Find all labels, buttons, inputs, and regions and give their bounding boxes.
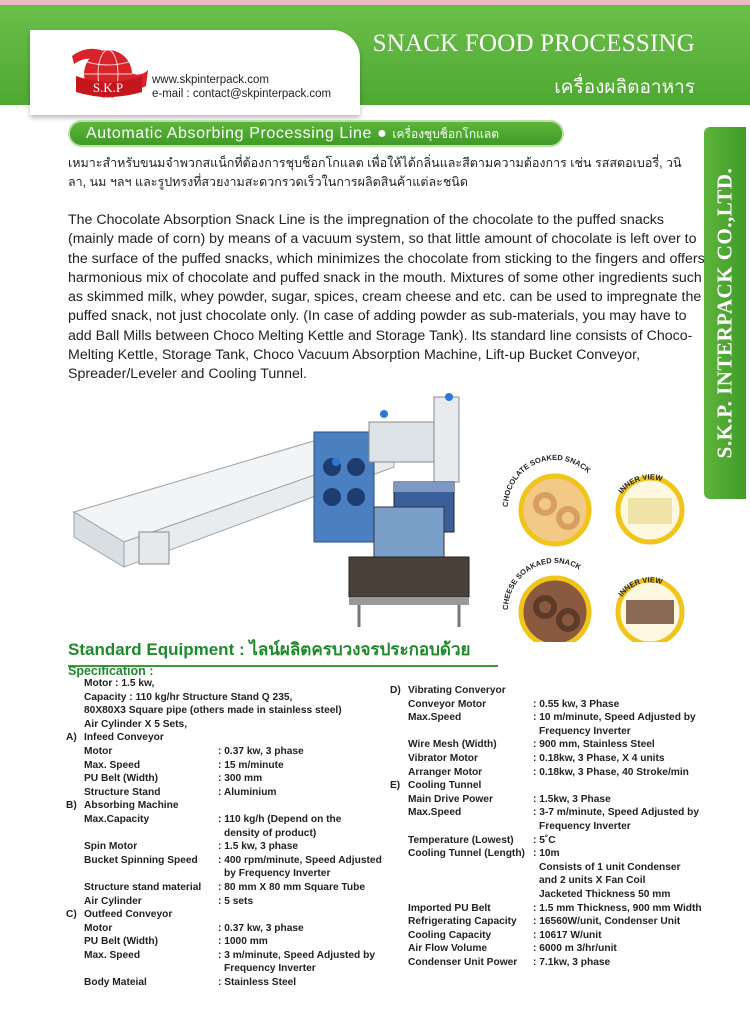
spec-value: : 0.37 kw, 3 phase	[218, 745, 304, 757]
spec-row	[390, 698, 720, 712]
spec-value: : 300 mm	[218, 773, 263, 785]
spec-letter	[66, 759, 84, 773]
spec-value: and 2 units X Fan Coil	[539, 875, 646, 887]
spec-letter	[66, 895, 84, 909]
company-side-tab	[704, 127, 746, 499]
spec-value: : Aluminium	[218, 786, 277, 798]
spec-row	[66, 854, 396, 881]
spec-values	[218, 949, 396, 976]
spec-row	[390, 956, 720, 970]
spec-label: Cooling Capacity	[408, 929, 492, 941]
spec-label: Motor	[84, 922, 113, 934]
spec-label: Max.Speed	[408, 807, 462, 819]
standard-equipment-heading: Standard Equipment : ไลน์ผลิตครบวงจรประกอบด้วย	[68, 636, 498, 667]
spec-values	[218, 895, 396, 909]
spec-letter	[390, 902, 408, 916]
logo-text: S.K.P	[92, 80, 124, 95]
spec-label: Structure Stand	[84, 786, 161, 798]
email-link[interactable]: e-mail : contact@skpinterpack.com	[152, 88, 332, 100]
spec-value: : 1.5kw, 3 Phase	[533, 793, 611, 805]
spec-value: Jacketed Thickness 50 mm	[539, 888, 671, 900]
spec-label: Max. Speed	[84, 759, 141, 771]
spec-row	[390, 806, 720, 833]
spec-label: Cooling Tunnel (Length)	[408, 848, 525, 860]
bullet-icon: ●	[377, 125, 388, 142]
spec-label: Conveyor Motor	[408, 698, 487, 710]
spec-value: : 10 m/minute, Speed Adjusted by	[533, 712, 696, 724]
spec-row	[66, 976, 396, 990]
spec-values	[506, 684, 720, 698]
spec-label: PU Belt (Width)	[84, 936, 159, 948]
spec-value: : Stainless Steel	[218, 977, 297, 989]
spec-row	[66, 786, 396, 800]
spec-letter: A)	[66, 732, 77, 744]
spec-row	[66, 949, 396, 976]
spec-letter	[66, 854, 84, 881]
spec-label: Condenser Unit Power	[408, 956, 518, 968]
spec-value: : 1000 mm	[218, 936, 268, 948]
spec-value: : 10617 W/unit	[533, 929, 602, 941]
spec-row	[66, 840, 396, 854]
spec-section-row	[66, 704, 396, 718]
spec-label: Infeed Conveyor	[84, 732, 164, 744]
spec-values	[218, 759, 396, 773]
spec-value: : 900 mm, Stainless Steel	[533, 739, 655, 751]
spec-value: : 7.1kw, 3 phase	[533, 956, 611, 968]
spec-letter	[66, 922, 84, 936]
spec-letter: C)	[66, 909, 77, 921]
spec-values	[218, 786, 396, 800]
spec-column-left	[66, 677, 396, 990]
spec-values	[218, 813, 396, 840]
processing-line-illustration	[64, 392, 484, 632]
spec-label: Air Flow Volume	[408, 943, 488, 955]
spec-label: Max.Speed	[408, 712, 462, 724]
spec-row	[390, 711, 720, 738]
spec-row	[66, 759, 396, 773]
spec-label: Imported PU Belt	[408, 902, 491, 914]
spec-value: : 0.37 kw, 3 phase	[218, 922, 304, 934]
spec-row	[66, 922, 396, 936]
spec-row	[66, 745, 396, 759]
spec-value: Frequency Inverter	[224, 963, 316, 975]
spec-values	[218, 881, 396, 895]
spec-row	[66, 813, 396, 840]
spec-label: Wire Mesh (Width)	[408, 739, 497, 751]
spec-value: : 400 rpm/minute, Speed Adjusted	[218, 854, 382, 866]
spec-values	[292, 691, 396, 705]
spec-value: : 0.55 kw, 3 Phase	[533, 698, 620, 710]
spec-label: 80X80X3 Square pipe (others made in stainless steel)	[84, 705, 342, 717]
spec-value: density of product)	[224, 827, 317, 839]
spec-value: : 80 mm X 80 mm Square Tube	[218, 881, 366, 893]
spec-letter	[66, 704, 84, 718]
spec-letter	[66, 813, 84, 840]
cheese-snack-label: CHEESE SOAKAED SNACK	[500, 555, 583, 611]
spec-values	[533, 752, 720, 766]
spec-letter	[390, 752, 408, 766]
description-english: The Chocolate Absorption Snack Line is the impregnation of the chocolate to the puffed snacks (mainly made of corn) by means of a vacuum system, so that little amount of chocolate is left over to the surface of the puffed snacks, which minimizes the chocolate from sticking to the fingers and offers harmonious mix of chocolate and puffed snack in the mouth. Mixtures of some other ingredients such as skimmed milk, whey powder, sugar, spices, cream cheese and etc. can be used to impregnate the puffed snack, not just chocolate only. (In case of adding powder as sub-materials, you may have to add Ball Mills between Choco Melting Kettle and Storage Tank). Its standard line consists of Choco-Melting Kettle, Storage Tank, Choco Vacuum Absorption Machine, Lift-up Bucket Conveyor, Spreader/Leveler and Cooling Tunnel.	[68, 212, 705, 383]
spec-section-row	[390, 684, 720, 698]
spec-value: : 15 m/minute	[218, 759, 284, 771]
spec-letter	[66, 677, 84, 691]
spec-values	[533, 711, 720, 738]
spec-section-row	[66, 799, 396, 813]
spec-values	[218, 772, 396, 786]
spec-value: Consists of 1 unit Condenser	[539, 861, 681, 873]
spec-values	[481, 779, 720, 793]
spec-row	[390, 847, 720, 901]
spec-letter	[390, 834, 408, 848]
spec-values	[533, 806, 720, 833]
spec-row	[390, 929, 720, 943]
spec-section-row	[66, 731, 396, 745]
spec-label: Body Mateial	[84, 977, 147, 989]
spec-label: Vibrating Converyor	[408, 685, 506, 696]
spec-value: : 3 m/minute, Speed Adjusted by	[218, 949, 375, 961]
spec-values	[218, 840, 396, 854]
spec-letter	[390, 793, 408, 807]
spec-letter	[66, 745, 84, 759]
spec-label: Arranger Motor	[408, 766, 483, 778]
spec-values	[533, 847, 720, 901]
spec-label: Air Cylinder	[84, 895, 142, 907]
spec-section-row	[66, 908, 396, 922]
spec-values	[533, 902, 720, 916]
spec-label: Cooling Tunnel	[408, 780, 482, 792]
spec-section-row	[66, 677, 396, 691]
spec-row	[390, 902, 720, 916]
spec-value: : 10m	[533, 848, 560, 860]
spec-label: Absorbing Machine	[84, 800, 179, 812]
spec-label: Structure stand material	[84, 881, 202, 893]
spec-value: : 0.18kw, 3 Phase, X 4 units	[533, 752, 665, 764]
spec-values	[154, 677, 396, 691]
spec-value: : 6000 m 3/hr/unit	[533, 943, 617, 955]
page-title: SNACK FOOD PROCESSING	[372, 30, 695, 57]
spec-label: Bucket Spinning Speed	[84, 854, 198, 866]
spec-values	[218, 854, 396, 881]
spec-row	[66, 935, 396, 949]
spec-row	[390, 942, 720, 956]
spec-values	[533, 956, 720, 970]
spec-values	[533, 698, 720, 712]
spec-letter	[390, 942, 408, 956]
spec-value: Frequency Inverter	[539, 725, 631, 737]
spec-value: : 0.18kw, 3 Phase, 40 Stroke/min	[533, 766, 689, 778]
spec-letter	[390, 711, 408, 738]
spec-letter	[390, 766, 408, 780]
spec-value: Frequency Inverter	[539, 820, 631, 832]
page-title-thai: เครื่องผลิตอาหาร	[554, 77, 695, 98]
spec-letter: D)	[390, 685, 401, 696]
spec-letter	[390, 956, 408, 970]
spec-letter	[390, 847, 408, 901]
spec-label: Spin Motor	[84, 841, 138, 853]
spec-values	[179, 799, 396, 813]
spec-values	[533, 929, 720, 943]
top-border	[0, 0, 750, 5]
spec-value: : 16560W/unit, Condenser Unit	[533, 916, 681, 928]
section-title: Automatic Absorbing Processing Line	[86, 125, 373, 142]
spec-letter: E)	[390, 780, 401, 792]
spec-row	[390, 915, 720, 929]
spec-label: Main Drive Power	[408, 793, 493, 805]
spec-label: Outfeed Conveyor	[84, 909, 173, 921]
contact-info	[152, 73, 331, 101]
spec-value: : 110 kg/h (Depend on the	[218, 813, 342, 825]
spec-label: PU Belt (Width)	[84, 773, 159, 785]
spec-letter	[66, 935, 84, 949]
spec-values	[533, 915, 720, 929]
spec-letter	[390, 915, 408, 929]
spec-value: : 1.5 mm Thickness, 900 mm Width	[533, 902, 702, 914]
spec-letter: B)	[66, 800, 77, 812]
spec-label: Motor	[84, 745, 113, 757]
website-link[interactable]: www.skpinterpack.com	[152, 74, 269, 86]
spec-letter	[390, 738, 408, 752]
spec-letter	[66, 691, 84, 705]
spec-label: Max.Capacity	[84, 813, 150, 825]
spec-value: : 5˚C	[533, 834, 556, 846]
spec-values	[172, 908, 396, 922]
spec-column-right	[390, 684, 720, 969]
chocolate-snack-label: CHOCOLATE SOAKED SNACK	[500, 452, 593, 508]
spec-row	[66, 881, 396, 895]
spec-letter	[390, 806, 408, 833]
spec-letter	[66, 840, 84, 854]
description-thai: เหมาะสำหรับขนมจำพวกสแน็กที่ต้องการชุบช็อกโกแลต เพื่อให้ได้กลิ่นและสีตามความต้องการ เช่น รสสตอเบอรี่, วนิลา, นม ฯลฯ และรูปทรงที่สวยงามสะดวกรวดเร็วในการผลิตสินค้าแต่ละชนิด	[68, 156, 682, 189]
spec-row	[66, 772, 396, 786]
spec-label: Vibrator Motor	[408, 752, 478, 764]
section-title-pill	[68, 120, 564, 147]
spec-row	[390, 793, 720, 807]
spec-values	[218, 935, 396, 949]
spec-values	[533, 942, 720, 956]
spec-letter	[66, 718, 84, 732]
specification-heading: Specification :	[68, 664, 154, 678]
spec-value: : 1.5 kw, 3 phase	[218, 841, 299, 853]
inner-view-label: INNER VIEW	[616, 575, 664, 599]
product-samples	[490, 452, 700, 642]
spec-values	[342, 704, 396, 718]
spec-values	[218, 745, 396, 759]
spec-row	[390, 766, 720, 780]
spec-row	[390, 752, 720, 766]
spec-label: Max. Speed	[84, 949, 141, 961]
spec-section-row	[390, 779, 720, 793]
spec-value: : 3-7 m/minute, Speed Adjusted by	[533, 807, 700, 819]
spec-section-row	[66, 691, 396, 705]
spec-letter	[66, 786, 84, 800]
spec-label: Capacity : 110 kg/hr Structure Stand Q 235,	[84, 691, 293, 703]
spec-row	[390, 834, 720, 848]
spec-letter	[390, 698, 408, 712]
spec-values	[533, 793, 720, 807]
spec-row	[390, 738, 720, 752]
spec-row	[66, 895, 396, 909]
spec-values	[533, 766, 720, 780]
inner-view-label: INNER VIEW	[616, 472, 664, 496]
spec-letter	[66, 949, 84, 976]
skp-logo	[68, 42, 150, 102]
spec-section-row	[66, 718, 396, 732]
spec-label: Refrigerating Capacity	[408, 916, 517, 928]
spec-letter	[390, 929, 408, 943]
spec-values	[533, 834, 720, 848]
spec-label: Air Cylinder X 5 Sets,	[84, 718, 188, 730]
spec-value: by Frequency Inverter	[224, 868, 331, 880]
spec-values	[533, 738, 720, 752]
spec-values	[218, 976, 396, 990]
spec-letter	[66, 772, 84, 786]
spec-values	[164, 731, 396, 745]
company-name: S.K.P. INTERPACK CO.,LTD.	[712, 167, 737, 459]
spec-values	[187, 718, 396, 732]
section-title-thai: เครื่องชุบช็อกโกแลต	[392, 127, 500, 141]
spec-label: Motor : 1.5 kw,	[84, 678, 155, 689]
spec-letter	[66, 976, 84, 990]
spec-value: : 5 sets	[218, 895, 254, 907]
spec-values	[218, 922, 396, 936]
spec-letter	[66, 881, 84, 895]
spec-label: Temperature (Lowest)	[408, 834, 514, 846]
